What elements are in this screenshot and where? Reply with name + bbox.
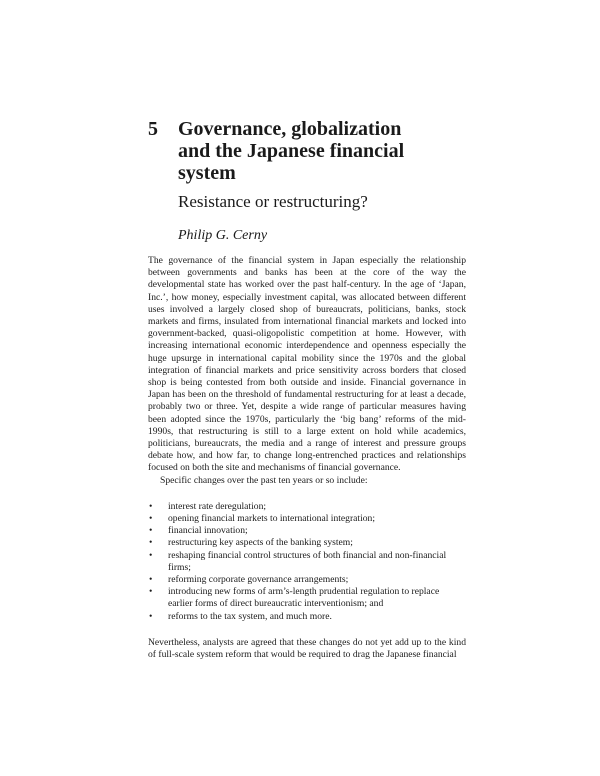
chapter-subtitle: Resistance or restructuring? <box>178 192 368 211</box>
chapter-heading <box>148 118 468 244</box>
list-item-text: restructuring key aspects of the banking system; <box>168 537 353 549</box>
chapter-title: Governance, globalization and the Japanese financial system <box>178 118 405 184</box>
list-item <box>148 513 466 525</box>
paragraph-3: Nevertheless, analysts are agreed that these changes do not yet add up to the kind of full-scale system reform that would be required to drag the Japanese financial <box>148 636 466 661</box>
bullet-icon: • <box>149 574 153 586</box>
paragraph-1: The governance of the financial system in Japan especially the relationship between governments and banks has been at the core of the way the developmental state has worked over the past half-century. In the age of ‘Japan, Inc.’, how money, especially investment capital, was allocated between different uses involved a largely closed shop of bureaucrats, politicians, banks, stock markets and firms, insulated from international financial markets and locked into government-backed, quasi-oligopolistic competition at home. However, with increasing international economic interdependence and openness especially the huge upsurge in international capital mobility since the 1970s and the global integration of financial markets and price sensitivity across borders that closed shop is being contested from both outside and inside. Financial governance in Japan has been on the threshold of fundamental restructuring for at least a decade, probably two or three. Yet, despite a wide range of particular measures having been adopted since the 1970s, particularly the ‘big bang’ reforms of the mid-1990s, that restructuring is still to a large extent on hold while academics, politicians, bureaucrats, the media and a range of interest and pressure groups debate how, and how far, to change long-entrenched practices and relationships focused on both the site and mechanisms of financial governance. <box>148 255 466 474</box>
list-item-text: reforming corporate governance arrangements; <box>168 574 349 586</box>
list-item <box>148 574 466 586</box>
list-item <box>148 586 466 610</box>
list-item-text: financial innovation; <box>168 525 248 537</box>
bullet-icon: • <box>149 610 153 622</box>
body-text <box>148 255 466 661</box>
list-item-text: opening financial markets to international integration; <box>168 513 376 525</box>
list-item <box>148 611 466 623</box>
list-item <box>148 501 466 513</box>
bullet-icon: • <box>149 500 153 512</box>
chapter-head-row <box>148 118 468 184</box>
bullet-icon: • <box>149 525 153 537</box>
chapter-number: 5 <box>148 118 158 140</box>
bullet-list <box>148 501 466 623</box>
paragraph-2: Specific changes over the past ten years or so include: <box>160 474 368 486</box>
bullet-icon: • <box>149 537 153 549</box>
list-item-text: interest rate deregulation; <box>168 500 267 512</box>
list-item-text: reshaping financial control structures of both financial and non-financial firms; <box>168 549 447 573</box>
bullet-icon: • <box>149 586 153 598</box>
list-item <box>148 525 466 537</box>
list-item <box>148 550 466 574</box>
bullet-icon: • <box>149 549 153 561</box>
list-item-text: introducing new forms of arm’s-length prudential regulation to replace earlier forms of direct bureaucratic interventionism; and <box>168 586 440 610</box>
chapter-author: Philip G. Cerny <box>178 228 268 243</box>
bullet-icon: • <box>149 513 153 525</box>
list-item-text: reforms to the tax system, and much more. <box>168 610 332 622</box>
list-item <box>148 537 466 549</box>
